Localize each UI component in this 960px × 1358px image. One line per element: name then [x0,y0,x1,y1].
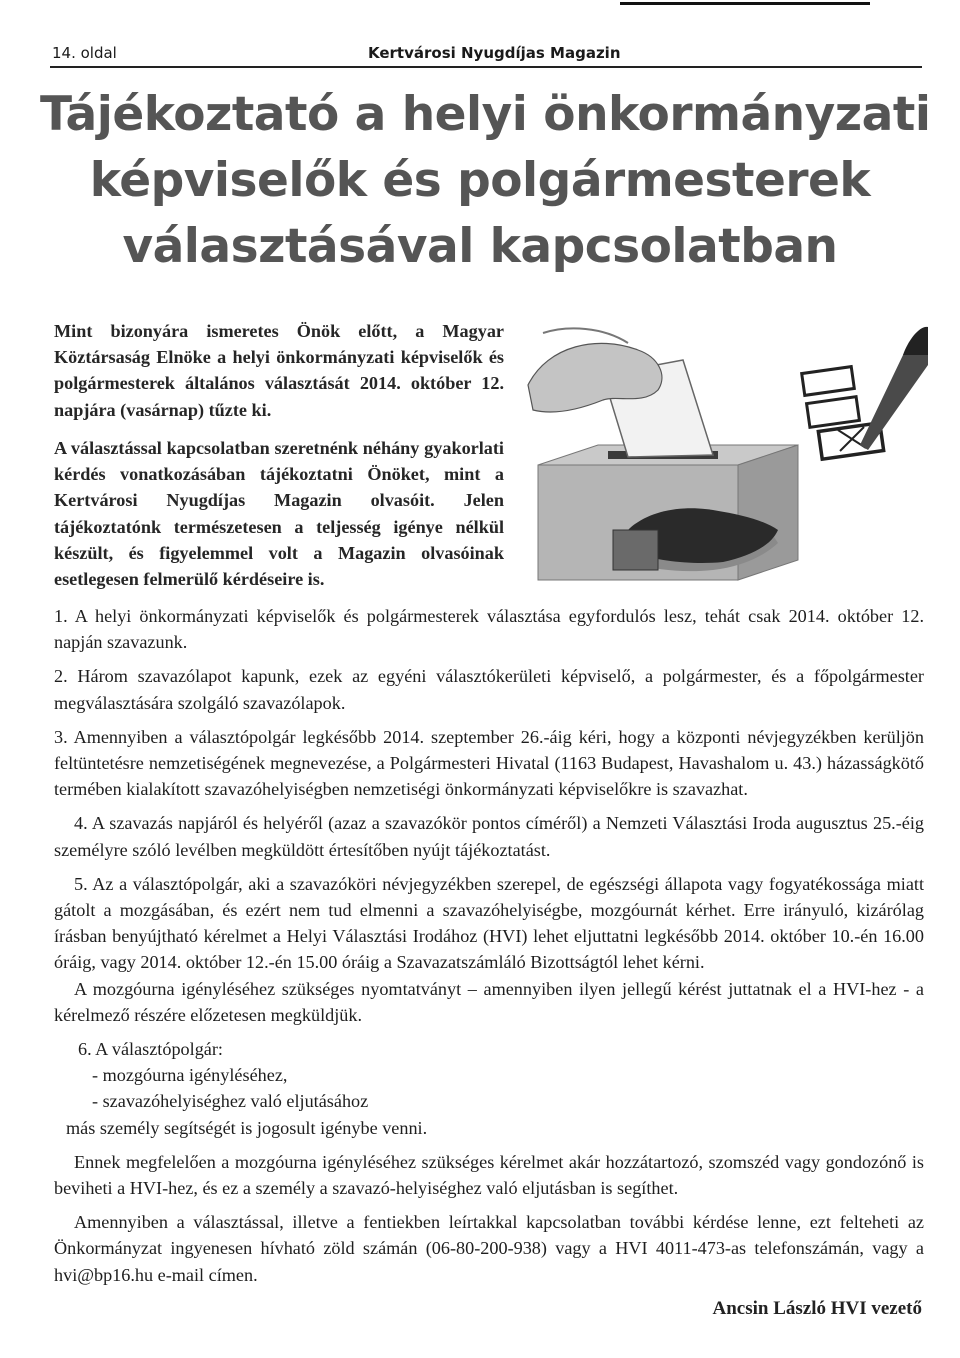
title-line-1: Tájékoztató a helyi önkormányzati [40,87,931,142]
paragraph-accordingly: Ennek megfelelően a mozgóurna igényléséhez szükséges kérelmet akár hozzátartozó, szomszéd vagy gondozónő is beviheti a HVI-hez, és ez a személy a szavazó-helyiséghez való eljutásban is segíthet. [54,1151,924,1199]
ballot-box-illustration [508,315,928,590]
title-line-2: képviselők és polgármesterek [89,153,871,208]
list-item-5: 5. Az a választópolgár, aki a szavazóköri névjegyzékben szerepel, de egészségi állapota vagy fogyatékossága miatt gátolt a mozgásában, és ezért nem tud elmenni a szavazóhelyiségbe, mozgóurnát kérhet. Erre irányuló, kizárólag írásban benyújtható kérelmet a Helyi Választási Irodához (HVI) lehet eljuttatni legkésőbb 2014. október 10.-én 16.00 óráig, vagy 2014. október 12.-én 15.00 óráig a Szavazatszámláló Bizottságtól lehet kérni. [54,873,924,973]
list-item-5-continued: A mozgóurna igényléséhez szükséges nyomtatványt – amennyiben ilyen jellegű kérést juttatnak el a HVI-hez - a kérelmező részére előzetesen megküldjük. [54,978,924,1025]
list-item-3: 3. Amennyiben a választópolgár legkésőbb 2014. szeptember 26.-áig kéri, hogy a központi névjegyzékben kerüljön feltüntetésre nemzetiségének megnevezése, a Polgármesteri Hivatal (1163 Budapest, Havashalom u. 43.) házasságkötő termében kialakított szavazóhelyiségben nemzetiségi önkormányzati képviselőkre is szavazhat. [54,726,924,800]
signature: Ancsin László HVI vezető [712,1298,922,1319]
header-rule [50,66,922,68]
list-item-6 [54,1036,924,1141]
page-number: 14. oldal [52,44,117,62]
list-item-6-bullet-a: - mozgóurna igényléséhez, [92,1065,288,1086]
intro-paragraph-2: A választással kapcsolatban szeretnénk néhány gyakorlati kérdés vonatkozásában tájékoztatni Önöket, mint a Kertvárosi Nyugdíjas Magazin olvasóit. Jelen tájékoztatónk természetesen a teljesség igénye nélkül készült, és figyelemmel volt a Magazin olvasóinak esetlegesen felmerülő kérdéseire is. [54,438,504,590]
article-body [54,603,924,1296]
magazine-name: Kertvárosi Nyugdíjas Magazin [368,44,621,62]
hand-with-ballot [528,328,713,457]
list-item-2: 2. Három szavazólapot kapunk, ezek az egyéni választókerületi képviselő, a polgármester, és a főpolgármester megválasztására szolgáló szavazólapok. [54,666,924,713]
checkbox-ballot-icon [802,327,928,459]
list-item-6-title: 6. A választópolgár: [78,1039,223,1060]
title-line-3: választásával kapcsolatban [122,219,838,274]
intro-paragraph-1: Mint bizonyára ismeretes Önök előtt, a Magyar Köztársaság Elnöke a helyi önkormányzati képviselők és polgármesterek általános választását 2014. október 12. napjára (vasárnap) tűzte ki. [54,321,504,420]
list-item-4: 4. A szavazás napjáról és helyéről (azaz a szavazókör pontos címéről) a Nemzeti Választási Iroda augusztus 25.-éig személyre szóló levélben megküldött értesítőben nyújt tájékoztatást. [54,813,924,860]
paragraph-contact: Amennyiben a választással, illetve a fentiekben leírtakkal kapcsolatban további kérdése lenne, ezt felteheti az Önkormányzat ingyenesen hívható zöld számán (06-80-200-938) vagy a HVI 4011-473-as telefonszámán, vagy a hvi@bp16.hu e-mail címen. [54,1212,924,1285]
list-item-6-closing: más személy segítségét is jogosult igénybe venni. [66,1117,428,1138]
list-item-6-bullet-b: - szavazóhelyiséghez való eljutásához [92,1091,369,1112]
top-edge-line [620,2,870,5]
article-title [40,82,931,280]
list-item-1: 1. A helyi önkormányzati képviselők és polgármesterek választása egyfordulós lesz, tehát csak 2014. október 12. napján szavazunk. [54,606,924,653]
